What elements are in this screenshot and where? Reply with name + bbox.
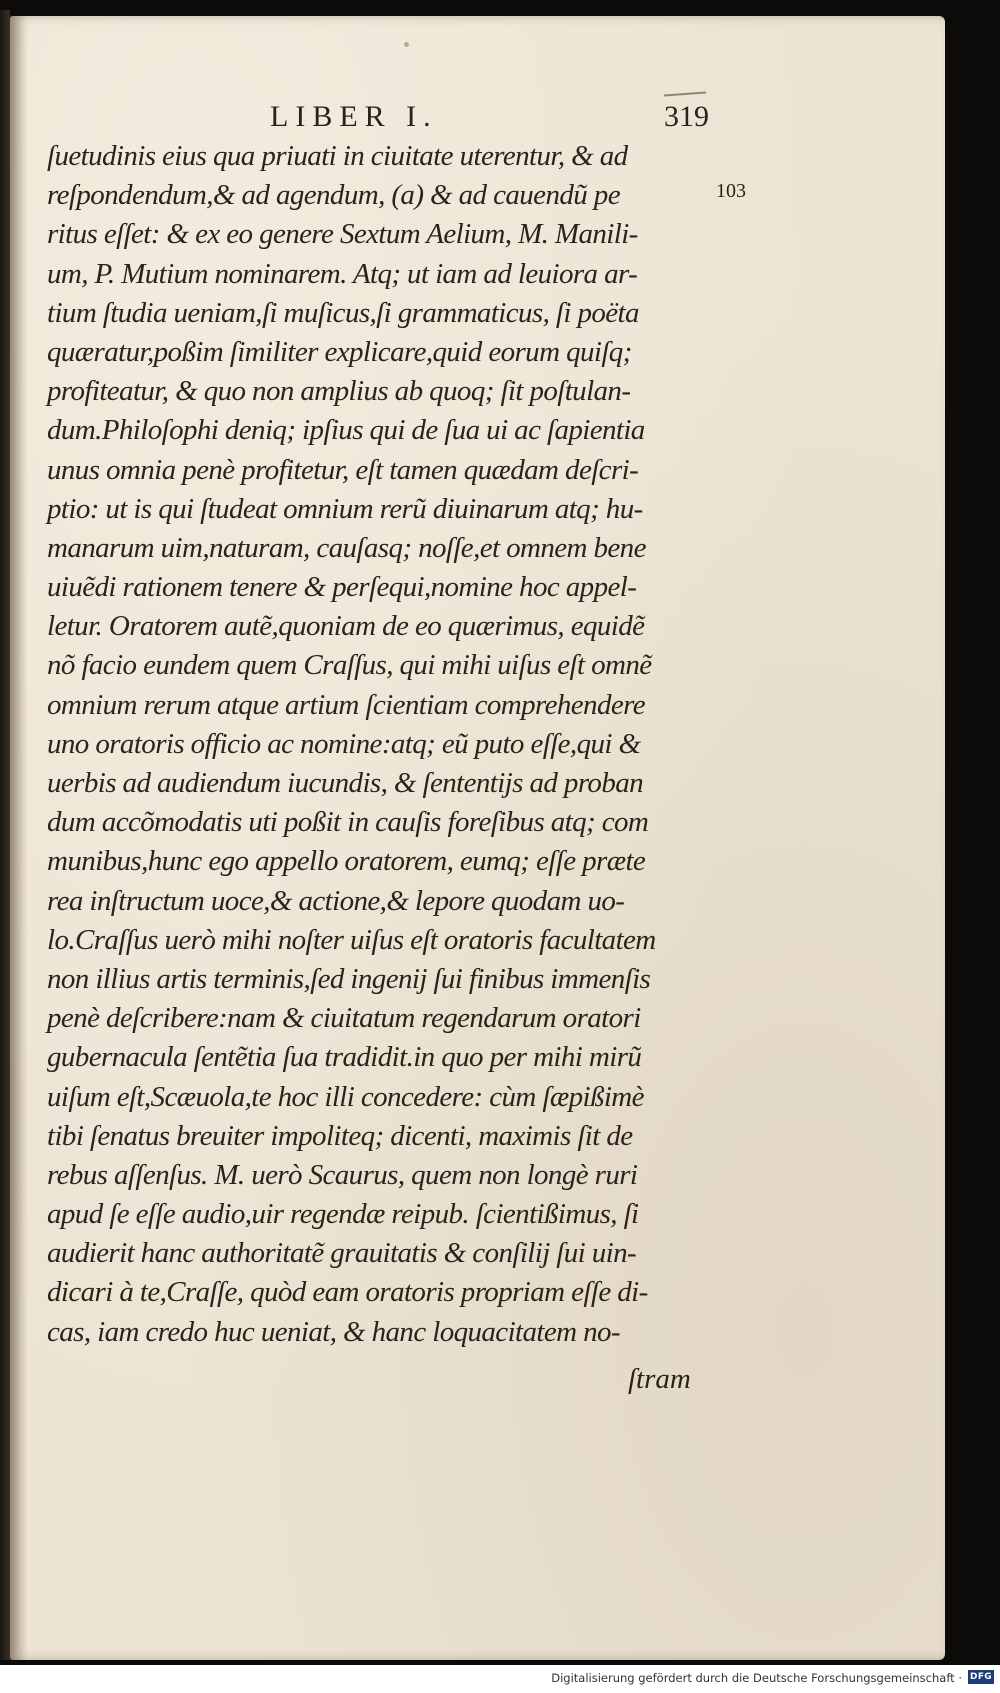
dfg-logo-icon: DFG <box>968 1670 994 1684</box>
marginal-number: 103 <box>716 180 746 202</box>
text-line: uiſum eſt,Scæuola,te hoc illi concedere: cùm ſæpißimè <box>47 1080 644 1113</box>
text-line: penè deſcribere:nam & ciuitatum regendarum oratori <box>47 1002 641 1035</box>
text-line: reſpondendum,& ad agendum, (a) & ad cauendũ pe <box>47 179 620 212</box>
text-line: profiteatur, & quo non amplius ab quoq; ſit poſtulan- <box>47 375 631 408</box>
text-line: dicari à te,Craſſe, quòd eam oratoris propriam eſſe di- <box>47 1276 648 1309</box>
text-line: omnium rerum atque artium ſcientiam comprehendere <box>47 688 646 721</box>
body-text <box>47 137 717 1352</box>
text-line: dum accõmodatis uti poßit in cauſis foreſibus atq; com <box>47 806 649 839</box>
running-head: LIBER I. <box>270 100 438 133</box>
text-line: uerbis ad audiendum iucundis, & ſententijs ad proban <box>47 767 644 799</box>
text-line: dum.Philoſophi deniq; ipſius qui de ſua ui ac ſapientia <box>47 414 645 447</box>
text-line: ptio: ut is qui ſtudeat omnium rerũ diuinarum atq; hu- <box>47 492 643 525</box>
gutter-shadow <box>10 16 28 1660</box>
digitization-credit: Digitalisierung gefördert durch die Deutsche Forschungsgemeinschaft · <box>551 1671 962 1685</box>
paper-speck <box>404 42 409 47</box>
text-line: non illius artis terminis,ſed ingenij ſui finibus immenſis <box>47 962 651 995</box>
text-line: uiuẽdi rationem tenere & perſequi,nomine hoc appel- <box>47 571 637 604</box>
text-line: tibi ſenatus breuiter impoliteq; dicenti, maximis ſit de <box>47 1119 633 1152</box>
text-line: uno oratoris officio ac nomine:atq; eũ puto eſſe,qui & <box>47 727 641 760</box>
text-line: ritus eſſet: & ex eo genere Sextum Aelium, M. Manili- <box>47 218 638 251</box>
text-line: cas, iam credo huc ueniat, & hanc loquacitatem no- <box>47 1315 620 1348</box>
text-line: lo.Craſſus uerò mihi noſter uiſus eſt oratoris facultatem <box>47 923 656 956</box>
book-page-edge <box>0 10 10 1660</box>
text-line: quæratur,poßim ſimiliter explicare,quid eorum quiſq; <box>47 335 632 368</box>
text-line: rebus aſſenſus. M. uerò Scaurus, quem non longè ruri <box>47 1158 638 1191</box>
text-line: ſuetudinis eius qua priuati in ciuitate uterentur, & ad <box>47 140 628 172</box>
catchword: ſtram <box>628 1363 691 1395</box>
text-line: rea inſtructum uoce,& actione,& lepore quodam uo- <box>47 884 625 917</box>
text-line: manarum uim,naturam, cauſasq; noſſe,et omnem bene <box>47 531 646 564</box>
text-line: audierit hanc authoritatẽ grauitatis & conſilij ſui uin- <box>47 1237 637 1270</box>
text-line: gubernacula ſentẽtia ſua tradidit.in quo per mihi mirũ <box>47 1041 642 1074</box>
text-line: apud ſe eſſe audio,uir regendæ reipub. ſcientißimus, ſi <box>47 1198 639 1231</box>
text-line: letur. Oratorem autẽ,quoniam de eo quærimus, equidẽ <box>47 610 645 643</box>
text-line: nõ facio eundem quem Craſſus, qui mihi uiſus eſt omnẽ <box>47 649 652 682</box>
text-line: tium ſtudia ueniam,ſi muſicus,ſi grammaticus, ſi poëta <box>47 296 639 329</box>
text-line: um, P. Mutium nominarem. Atq; ut iam ad leuiora ar- <box>47 257 638 290</box>
text-line: munibus,hunc ego appello oratorem, eumq; eſſe præte <box>47 845 646 878</box>
page-number: 319 <box>664 100 709 133</box>
text-line: unus omnia penè profitetur, eſt tamen quædam deſcri- <box>47 453 639 486</box>
